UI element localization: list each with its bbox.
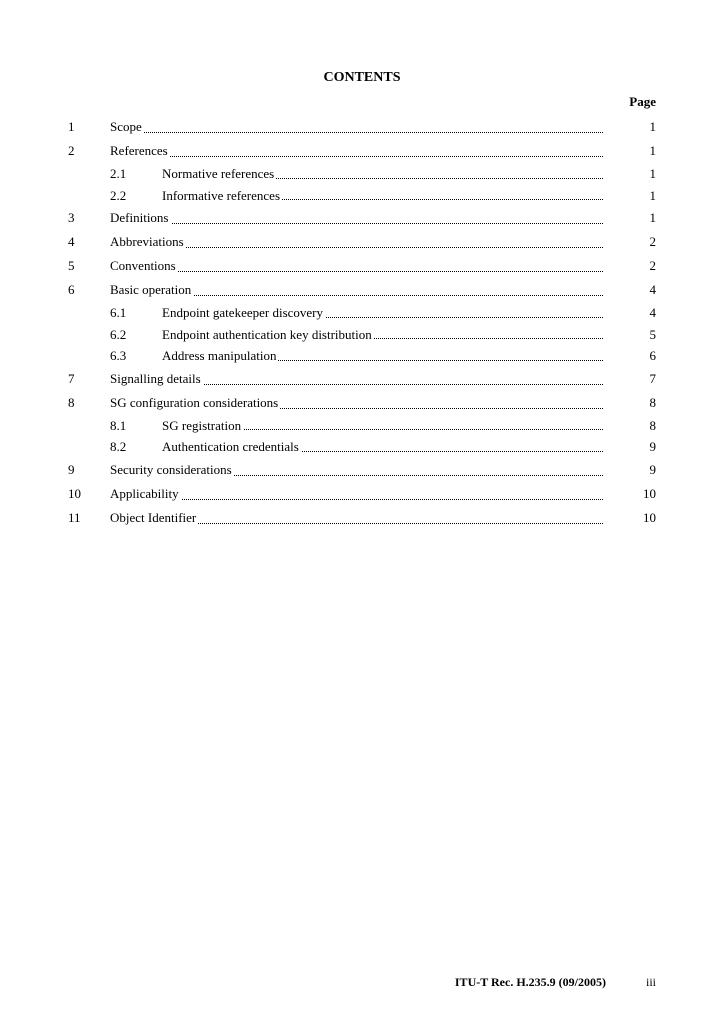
page-column-heading: Page: [629, 94, 656, 109]
toc-entry-title: Basic operation: [110, 282, 192, 297]
toc-entry-page: 2: [649, 234, 656, 249]
toc-entry-leader: [110, 254, 603, 278]
toc-entry[interactable]: [0, 206, 724, 230]
toc-entry-leader: [162, 345, 603, 367]
toc-entry-leader: [162, 415, 603, 437]
toc-entry-title: Informative references: [162, 187, 281, 203]
toc-entry[interactable]: [0, 163, 724, 185]
toc-entry-leader: [110, 391, 603, 415]
toc-entry-title: Normative references: [162, 166, 275, 181]
toc-entry-number: 2.2: [110, 187, 127, 203]
toc-entry-page: 8: [649, 394, 656, 410]
toc-entry-title: Definitions: [110, 210, 169, 225]
toc-entry[interactable]: [0, 436, 724, 458]
toc-entry-title: Security considerations: [110, 461, 232, 477]
toc-entry-number: 8.1: [110, 417, 127, 433]
toc-entry-number: 4: [68, 234, 75, 249]
toc-entry-page: 1: [649, 210, 656, 225]
toc-entry-title: SG registration: [162, 417, 242, 433]
toc-entry-leader: [110, 278, 603, 302]
toc-entry[interactable]: [0, 367, 724, 391]
toc-entry[interactable]: [0, 115, 724, 139]
toc-entry[interactable]: [0, 415, 724, 437]
toc-entry[interactable]: [0, 302, 724, 324]
toc-entry-page: 4: [649, 305, 656, 320]
toc-entry-title: Address manipulation: [162, 348, 277, 363]
toc-entry[interactable]: [0, 458, 724, 482]
toc-entry-title: Applicability: [110, 485, 179, 501]
toc-entry-number: 1: [68, 119, 75, 134]
toc-entry-page: 10: [643, 509, 656, 525]
toc-entry[interactable]: [0, 482, 724, 506]
toc-entry-number: 9: [68, 461, 75, 477]
toc-entry-title: Signalling details: [110, 370, 201, 386]
toc-entry-page: 9: [649, 461, 656, 477]
toc-entry-page: 10: [643, 485, 656, 501]
toc-entry-title: Abbreviations: [110, 234, 184, 249]
toc-entry-leader: [110, 367, 603, 391]
footer-reference: ITU-T Rec. H.235.9 (09/2005): [454, 975, 606, 989]
toc-entry-title: Object Identifier: [110, 509, 197, 525]
toc-entry[interactable]: [0, 506, 724, 530]
toc-entry[interactable]: [0, 345, 724, 367]
toc-entry-leader: [110, 458, 603, 482]
toc-entry[interactable]: [0, 139, 724, 163]
toc-entry-title: SG configuration considerations: [110, 394, 279, 410]
toc-entry[interactable]: [0, 185, 724, 207]
toc-entry-number: 6.3: [110, 348, 127, 363]
toc-entry-leader: [162, 302, 603, 324]
toc-entry[interactable]: [0, 254, 724, 278]
toc-entry-leader: [110, 206, 603, 230]
toc-entry-title: Endpoint authentication key distribution: [162, 326, 372, 342]
toc-entry-page: 4: [649, 282, 656, 297]
toc-entry-page: 9: [649, 439, 656, 454]
toc-entry-title: References: [110, 143, 168, 158]
toc-entry-page: 1: [649, 187, 656, 203]
toc-entry[interactable]: [0, 324, 724, 346]
toc-entry-leader: [110, 230, 603, 254]
table-of-contents: [0, 115, 724, 530]
toc-entry[interactable]: [0, 230, 724, 254]
toc-entry-number: 10: [68, 485, 81, 501]
toc-entry-page: 1: [649, 119, 656, 134]
toc-entry-page: 1: [649, 166, 656, 181]
toc-entry-number: 11: [68, 509, 81, 525]
toc-entry[interactable]: [0, 391, 724, 415]
toc-entry-leader: [162, 324, 603, 346]
toc-entry-leader: [162, 163, 603, 185]
toc-entry-title: Authentication credentials: [162, 439, 299, 454]
toc-entry-number: 8: [68, 394, 75, 410]
toc-entry-number: 5: [68, 258, 75, 273]
toc-entry-leader: [110, 115, 603, 139]
toc-entry-leader: [110, 506, 603, 530]
toc-entry-page: 5: [649, 326, 656, 342]
toc-entry-leader: [162, 185, 603, 207]
document-title: CONTENTS: [323, 70, 401, 85]
toc-entry-page: 1: [649, 143, 656, 158]
toc-entry-number: 6.1: [110, 305, 127, 320]
toc-entry-page: 2: [649, 258, 656, 273]
toc-entry-title: Scope: [110, 119, 142, 134]
toc-entry-number: 8.2: [110, 439, 127, 454]
footer-page-number: iii: [645, 975, 656, 989]
toc-entry-number: 3: [68, 210, 75, 225]
toc-entry-number: 6: [68, 282, 75, 297]
toc-entry-number: 7: [68, 370, 75, 386]
toc-entry-leader: [110, 482, 603, 506]
toc-entry-number: 2.1: [110, 166, 127, 181]
toc-entry-number: 2: [68, 143, 75, 158]
toc-entry-page: 8: [649, 417, 656, 433]
toc-entry-page: 7: [649, 370, 656, 386]
toc-entry-title: Conventions: [110, 258, 176, 273]
toc-entry-number: 6.2: [110, 326, 127, 342]
toc-entry-page: 6: [649, 348, 656, 363]
toc-entry-leader: [162, 436, 603, 458]
toc-entry-leader: [110, 139, 603, 163]
toc-entry-title: Endpoint gatekeeper discovery: [162, 305, 323, 320]
toc-entry[interactable]: [0, 278, 724, 302]
